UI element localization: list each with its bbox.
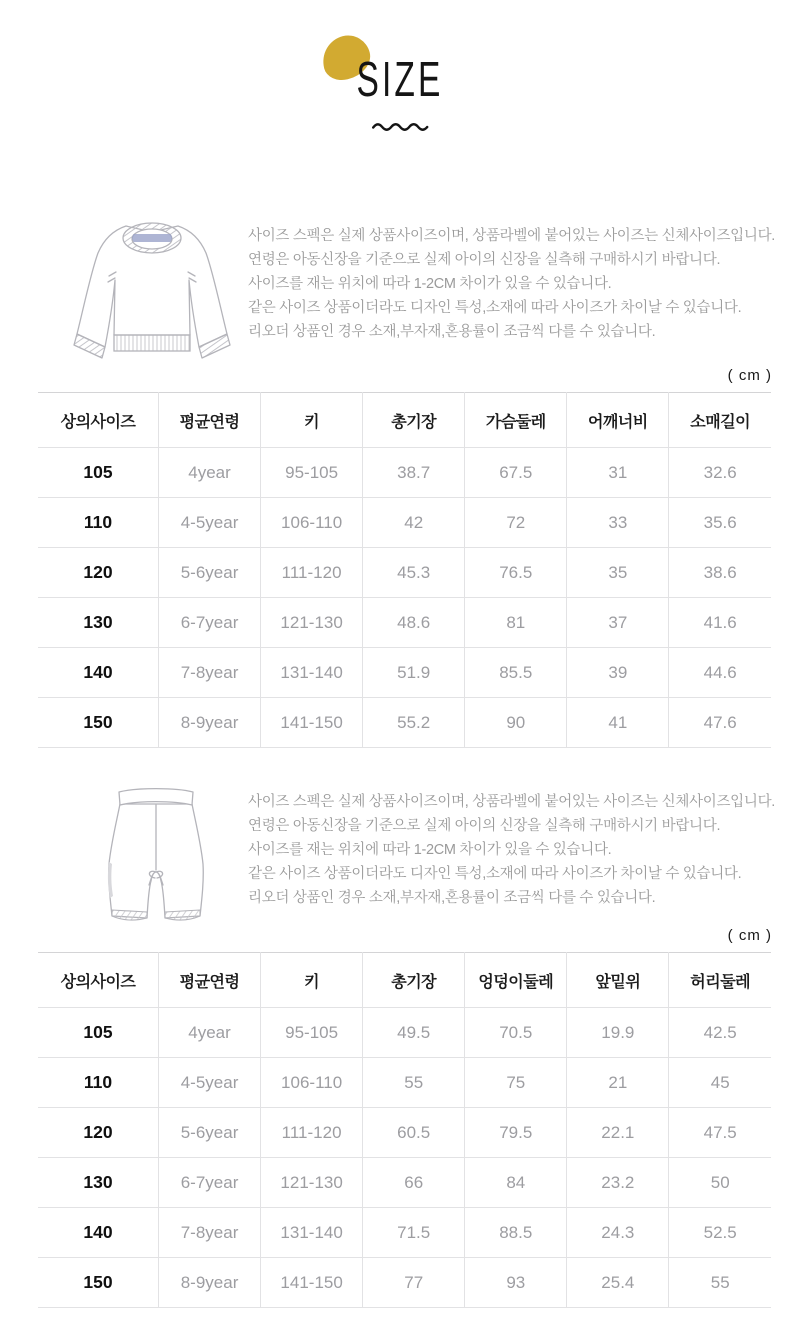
table-cell: 8-9year [159,1258,261,1308]
table-cell: 150 [38,698,159,748]
table-cell: 55.2 [363,698,465,748]
table-cell: 105 [38,448,159,498]
table-cell: 4year [159,1008,261,1058]
note-line: 사이즈를 재는 위치에 따라 1-2CM 차이가 있을 수 있습니다. [248,276,612,292]
table-cell: 130 [38,1158,159,1208]
note-line: 연령은 아동신장을 기준으로 실제 아이의 신장을 실측해 구매하시기 바랍니다. [248,252,721,268]
table-cell: 41 [567,698,669,748]
table-cell: 95-105 [261,448,363,498]
sweatshirt-illustration [64,216,240,364]
table-cell: 131-140 [261,648,363,698]
table-cell: 45 [669,1058,771,1108]
table-cell: 47.6 [669,698,771,748]
table-row [38,648,771,698]
table-row [38,1108,771,1158]
table-header-row [38,953,771,1008]
table-cell: 66 [363,1158,465,1208]
size-notes [248,782,775,910]
table-cell: 106-110 [261,498,363,548]
column-header: 허리둘레 [669,953,771,1008]
column-header: 앞밑위 [567,953,669,1008]
table-cell: 32.6 [669,448,771,498]
bottom-size-section [64,782,775,930]
column-header: 가슴둘레 [465,393,567,448]
table-cell: 8-9year [159,698,261,748]
table-cell: 4-5year [159,498,261,548]
table-row [38,598,771,648]
table-cell: 19.9 [567,1008,669,1058]
table-row [38,1258,771,1308]
column-header: 소매길이 [669,393,771,448]
table-cell: 105 [38,1008,159,1058]
table-cell: 120 [38,1108,159,1158]
table-cell: 95-105 [261,1008,363,1058]
note-line: 같은 사이즈 상품이더라도 디자인 특성,소재에 따라 사이즈가 차이날 수 있습니다. [248,866,742,882]
note-line: 리오더 상품인 경우 소재,부자재,혼용률이 조금씩 다를 수 있습니다. [248,324,656,340]
table-cell: 38.6 [669,548,771,598]
column-header: 상의사이즈 [38,393,159,448]
table-cell: 67.5 [465,448,567,498]
table-cell: 25.4 [567,1258,669,1308]
table-cell: 21 [567,1058,669,1108]
table-cell: 120 [38,548,159,598]
table-cell: 33 [567,498,669,548]
table-cell: 93 [465,1258,567,1308]
table-cell: 77 [363,1258,465,1308]
column-header: 총기장 [363,393,465,448]
table-cell: 37 [567,598,669,648]
column-header: 상의사이즈 [38,953,159,1008]
table-cell: 141-150 [261,1258,363,1308]
table-row [38,448,771,498]
table-cell: 50 [669,1158,771,1208]
table-cell: 121-130 [261,598,363,648]
table-cell: 150 [38,1258,159,1308]
column-header: 총기장 [363,953,465,1008]
table-row [38,698,771,748]
table-cell: 111-120 [261,1108,363,1158]
table-row [38,1058,771,1108]
table-cell: 35 [567,548,669,598]
table-cell: 140 [38,648,159,698]
table-cell: 47.5 [669,1108,771,1158]
table-cell: 55 [669,1258,771,1308]
table-cell: 39 [567,648,669,698]
table-cell: 31 [567,448,669,498]
table-row [38,1008,771,1058]
table-cell: 85.5 [465,648,567,698]
table-cell: 22.1 [567,1108,669,1158]
table-cell: 131-140 [261,1208,363,1258]
table-cell: 41.6 [669,598,771,648]
note-line: 사이즈 스펙은 실제 상품사이즈이며, 상품라벨에 붙어있는 사이즈는 신체사이즈입니다. [248,228,776,244]
column-header: 엉덩이둘레 [465,953,567,1008]
table-cell: 110 [38,498,159,548]
table-cell: 88.5 [465,1208,567,1258]
table-cell: 84 [465,1158,567,1208]
table-row [38,498,771,548]
table-cell: 72 [465,498,567,548]
table-cell: 111-120 [261,548,363,598]
column-header: 평균연령 [159,393,261,448]
table-cell: 6-7year [159,1158,261,1208]
table-cell: 24.3 [567,1208,669,1258]
table-cell: 90 [465,698,567,748]
column-header: 키 [261,393,363,448]
note-line: 사이즈 스펙은 실제 상품사이즈이며, 상품라벨에 붙어있는 사이즈는 신체사이즈입니다. [248,794,776,810]
top-size-table [38,392,771,748]
unit-label-cm: ( cm ) [727,927,772,944]
size-logo [344,52,456,132]
table-cell: 42 [363,498,465,548]
table-cell: 5-6year [159,1108,261,1158]
table-cell: 7-8year [159,1208,261,1258]
note-line: 리오더 상품인 경우 소재,부자재,혼용률이 조금씩 다를 수 있습니다. [248,890,656,906]
table-cell: 81 [465,598,567,648]
table-cell: 5-6year [159,548,261,598]
table-cell: 71.5 [363,1208,465,1258]
table-row [38,548,771,598]
table-cell: 42.5 [669,1008,771,1058]
table-cell: 70.5 [465,1008,567,1058]
table-cell: 4year [159,448,261,498]
table-cell: 6-7year [159,598,261,648]
table-cell: 110 [38,1058,159,1108]
table-cell: 45.3 [363,548,465,598]
note-line: 사이즈를 재는 위치에 따라 1-2CM 차이가 있을 수 있습니다. [248,842,612,858]
table-cell: 48.6 [363,598,465,648]
table-cell: 4-5year [159,1058,261,1108]
logo-title: SIZE [356,52,444,108]
top-size-section [64,216,775,364]
table-cell: 75 [465,1058,567,1108]
table-cell: 121-130 [261,1158,363,1208]
column-header: 평균연령 [159,953,261,1008]
table-cell: 44.6 [669,648,771,698]
table-cell: 38.7 [363,448,465,498]
bottom-size-table [38,952,771,1308]
table-cell: 49.5 [363,1008,465,1058]
note-line: 같은 사이즈 상품이더라도 디자인 특성,소재에 따라 사이즈가 차이날 수 있습니다. [248,300,742,316]
table-cell: 60.5 [363,1108,465,1158]
table-cell: 23.2 [567,1158,669,1208]
shorts-illustration [64,782,240,930]
table-cell: 55 [363,1058,465,1108]
table-cell: 106-110 [261,1058,363,1108]
column-header: 어깨너비 [567,393,669,448]
table-cell: 79.5 [465,1108,567,1158]
table-cell: 51.9 [363,648,465,698]
unit-label-cm: ( cm ) [727,367,772,384]
wave-underline-icon [371,119,429,132]
column-header: 키 [261,953,363,1008]
table-cell: 52.5 [669,1208,771,1258]
size-notes [248,216,775,344]
table-cell: 76.5 [465,548,567,598]
table-cell: 140 [38,1208,159,1258]
table-cell: 130 [38,598,159,648]
table-row [38,1208,771,1258]
table-row [38,1158,771,1208]
table-cell: 141-150 [261,698,363,748]
table-cell: 35.6 [669,498,771,548]
table-header-row [38,393,771,448]
table-cell: 7-8year [159,648,261,698]
note-line: 연령은 아동신장을 기준으로 실제 아이의 신장을 실측해 구매하시기 바랍니다. [248,818,721,834]
